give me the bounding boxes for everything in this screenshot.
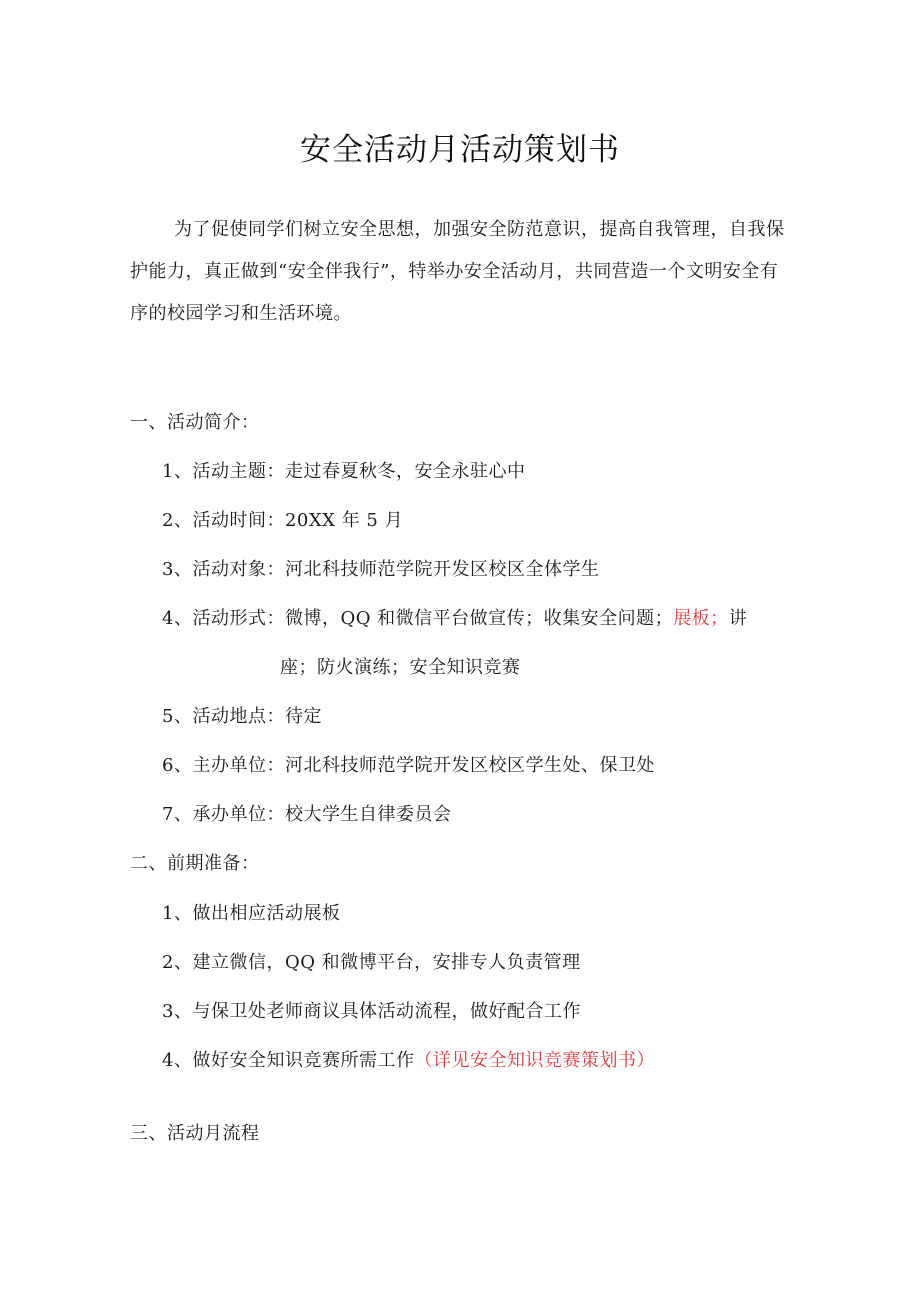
section1-item-4-text: 4、活动形式：微博，QQ 和微信平台做宣传；收集安全问题； — [162, 608, 674, 629]
section2-item-2: 2、建立微信，QQ 和微博平台，安排专人负责管理 — [162, 952, 581, 973]
section1-item-5: 5、活动地点：待定 — [162, 706, 322, 727]
section1-item-6: 6、主办单位：河北科技师范学院开发区校区学生处、保卫处 — [162, 755, 655, 776]
section1-item-4-suffix: 讲 — [728, 608, 748, 629]
section1-item-2: 2、活动时间：20XX 年 5 月 — [162, 510, 404, 531]
section2-item-3: 3、与保卫处老师商议具体活动流程，做好配合工作 — [162, 1001, 581, 1022]
section1-item-4-highlight: 展板； — [673, 608, 729, 629]
section1-item-4-continuation: 座；防火演练；安全知识竞赛 — [280, 657, 521, 678]
intro-paragraph: 为了促使同学们树立安全思想，加强安全防范意识，提高自我管理，自我保护能力，真正做到“安全伴我行”，特举办安全活动月，共同营造一个文明安全有序的校园学习和生活环境。 — [130, 219, 785, 324]
document-title: 安全活动月活动策划书 — [300, 132, 620, 168]
section1-item-1: 1、活动主题：走过春夏秋冬，安全永驻心中 — [162, 461, 526, 482]
section2-item-4-highlight: （详见安全知识竞赛策划书） — [414, 1050, 655, 1071]
section2-item-4-text: 4、做好安全知识竞赛所需工作 — [162, 1050, 415, 1071]
section2-item-4 — [162, 1048, 655, 1074]
section1-item-4 — [162, 606, 747, 632]
section2-heading: 二、前期准备： — [130, 853, 260, 874]
section2-item-1: 1、做出相应活动展板 — [162, 903, 341, 924]
section1-item-3: 3、活动对象：河北科技师范学院开发区校区全体学生 — [162, 559, 600, 580]
section3-heading: 三、活动月流程 — [130, 1123, 260, 1144]
section1-item-7: 7、承办单位：校大学生自律委员会 — [162, 804, 452, 825]
section1-heading: 一、活动简介： — [130, 412, 260, 433]
